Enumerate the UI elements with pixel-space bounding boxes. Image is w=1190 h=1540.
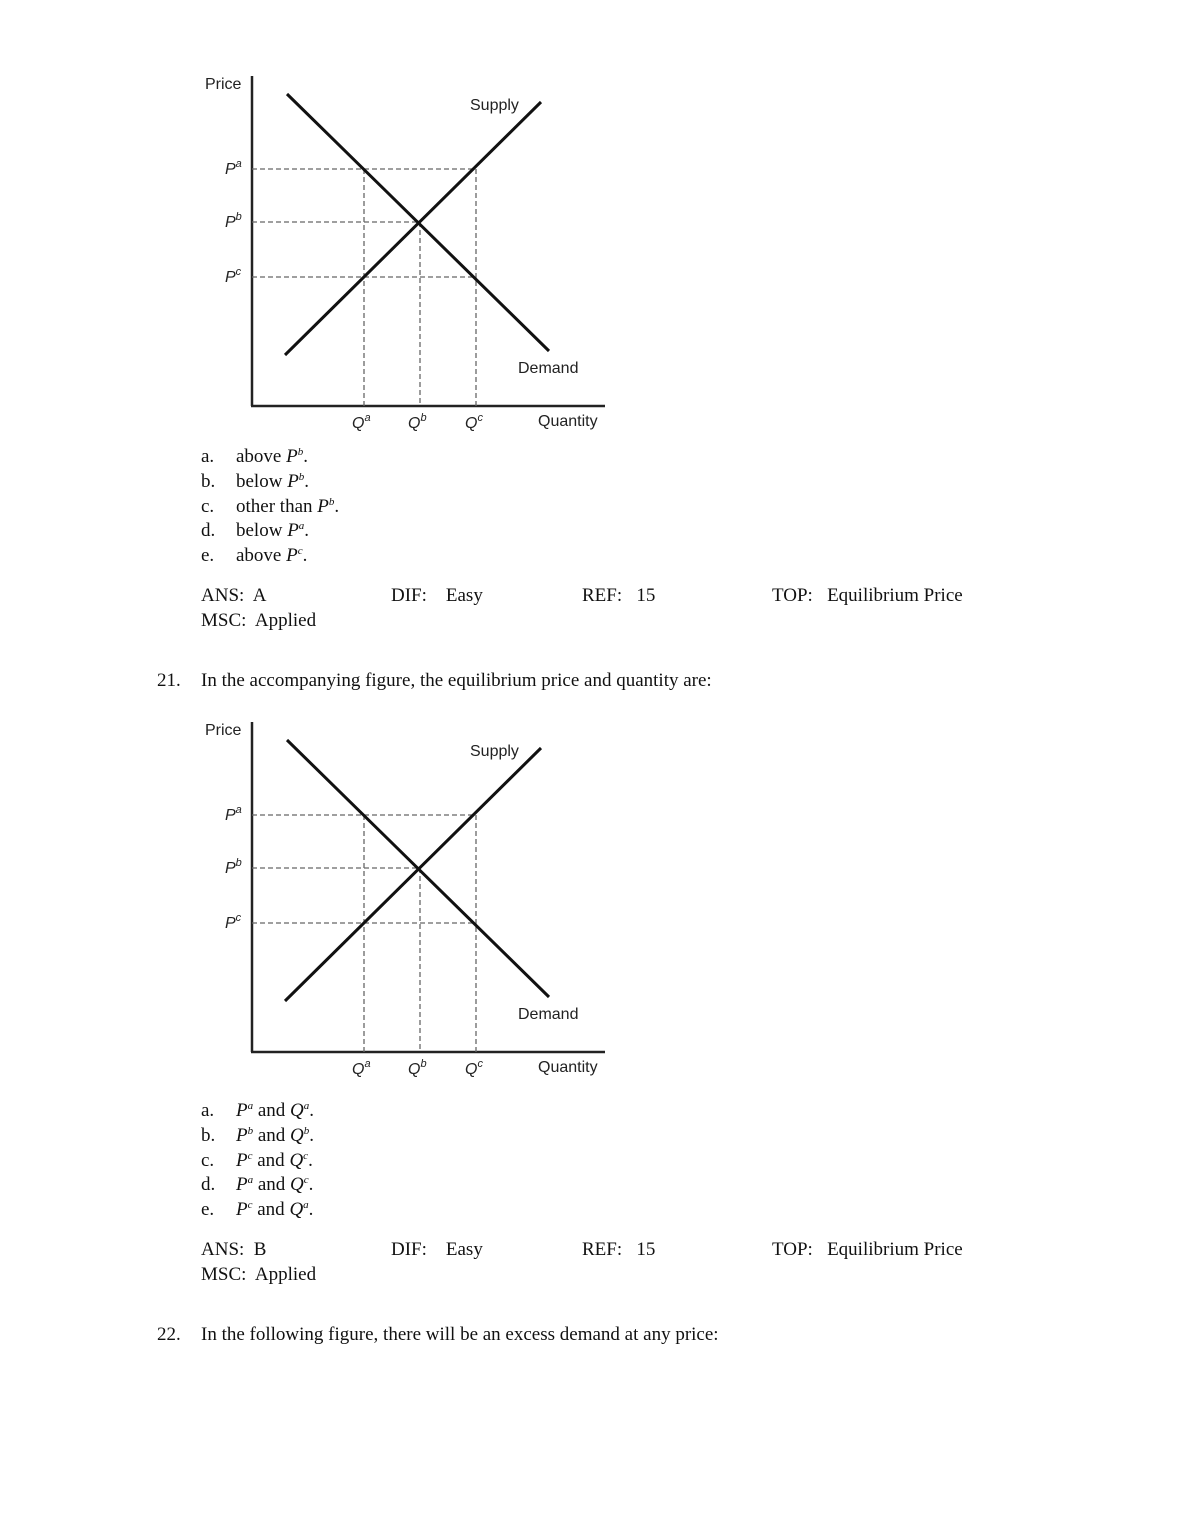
- question-22-text: In the following figure, there will be an excess demand at any price:: [201, 1324, 719, 1345]
- q20-option-b: b. below $P^b$.: [201, 470, 310, 492]
- q21-ans: ANS: B: [201, 1239, 267, 1260]
- q21-options: [201, 1099, 314, 1223]
- quantity-b-label: $Q^b$: [408, 1058, 427, 1078]
- supply-demand-figure-1: [195, 72, 615, 442]
- price-c-label: $P^c$: [225, 266, 242, 286]
- supply-demand-chart: [195, 718, 615, 1088]
- quantity-a-label: $Q^a$: [352, 1058, 371, 1078]
- q20-msc: MSC: Applied: [201, 609, 317, 631]
- demand-label: Demand: [518, 360, 579, 377]
- supply-label: Supply: [470, 97, 519, 114]
- y-axis-label: Price: [205, 722, 242, 739]
- q20-top: TOP: Equilibrium Price: [772, 585, 963, 606]
- q20-option-e: e. above $P^c$.: [201, 545, 308, 567]
- q20-option-a: a. above $P^b$.: [201, 446, 308, 467]
- quantity-b-label: $Q^b$: [408, 412, 427, 432]
- q20-options: [201, 445, 339, 569]
- demand-label: Demand: [518, 1006, 579, 1023]
- question-22-number: 22.: [157, 1324, 181, 1345]
- q21-option-c: c. $P^c$ and $Q^c$.: [201, 1149, 313, 1171]
- question-22: [157, 1324, 719, 1346]
- q21-option-a: a. $P^a$ and $Q^a$.: [201, 1100, 315, 1121]
- x-axis-label: Quantity: [538, 1059, 598, 1076]
- q21-option-e: e. $P^c$ and $Q^a$.: [201, 1199, 314, 1221]
- y-axis-label: Price: [205, 76, 242, 93]
- q21-ref: REF: 15: [582, 1239, 656, 1260]
- supply-label: Supply: [470, 743, 519, 760]
- supply-curve: [285, 102, 541, 355]
- price-b-label: $P^b$: [225, 211, 242, 231]
- q21-top: TOP: Equilibrium Price: [772, 1239, 963, 1260]
- quantity-c-label: $Q^c$: [465, 412, 483, 432]
- q20-option-c: c. other than $P^b$.: [201, 495, 340, 517]
- supply-curve: [285, 748, 541, 1001]
- q20-dif: DIF: Easy: [391, 585, 483, 606]
- q20-answer-meta: [201, 584, 1021, 634]
- question-21-text: In the accompanying figure, the equilibrium price and quantity are:: [201, 670, 712, 691]
- price-b-label: $P^b$: [225, 857, 242, 877]
- question-21-number: 21.: [157, 670, 181, 691]
- supply-demand-chart: [195, 72, 615, 442]
- q21-answer-meta: [201, 1238, 1021, 1288]
- q20-ref: REF: 15: [582, 585, 656, 606]
- quantity-c-label: $Q^c$: [465, 1058, 483, 1078]
- q21-msc: MSC: Applied: [201, 1263, 317, 1285]
- q20-option-d: d. below $P^a$.: [201, 520, 310, 542]
- quantity-a-label: $Q^a$: [352, 412, 371, 432]
- q21-option-d: d. $P^a$ and $Q^c$.: [201, 1174, 314, 1196]
- x-axis-label: Quantity: [538, 413, 598, 430]
- q20-ans: ANS: A: [201, 585, 267, 606]
- supply-demand-figure-2: [195, 718, 615, 1088]
- question-21: [157, 670, 712, 692]
- q21-option-b: b. $P^b$ and $Q^b$.: [201, 1124, 315, 1146]
- price-c-label: $P^c$: [225, 912, 242, 932]
- price-a-label: $P^a$: [225, 158, 242, 178]
- q21-dif: DIF: Easy: [391, 1239, 483, 1260]
- price-a-label: $P^a$: [225, 804, 242, 824]
